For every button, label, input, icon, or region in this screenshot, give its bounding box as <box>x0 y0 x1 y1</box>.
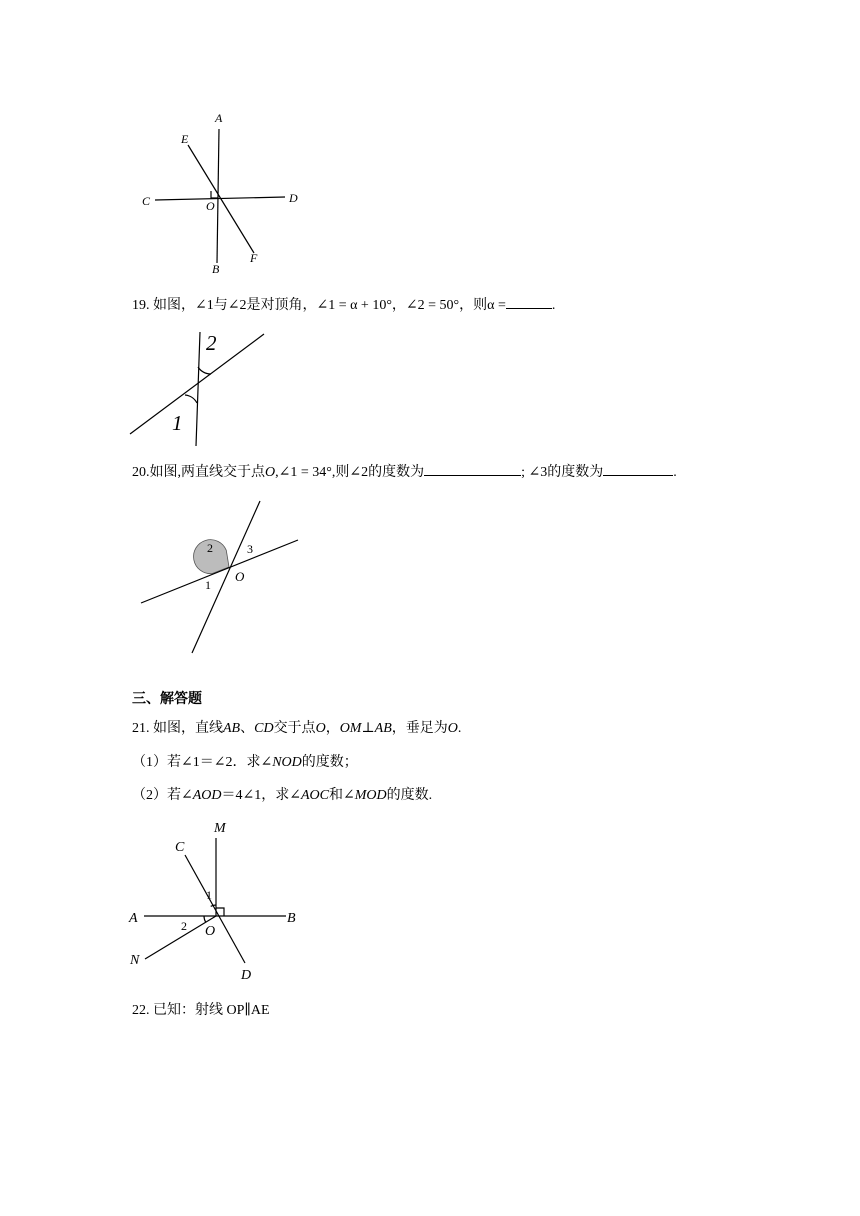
label-E: E <box>181 132 189 146</box>
label-D: D <box>241 968 252 983</box>
label-B: B <box>212 262 220 276</box>
angle-2-label: 2 <box>206 331 217 355</box>
section-heading: 三、解答题 <box>132 692 202 707</box>
angle-2-arc <box>198 367 211 374</box>
angle-1-label: 1 <box>172 411 183 435</box>
line-CD <box>185 855 245 963</box>
label-C: C <box>142 194 151 208</box>
label-F: F <box>250 251 258 265</box>
figure-q20 <box>138 495 308 660</box>
angle-2-arc <box>204 916 206 922</box>
question-number: 19. <box>132 298 150 313</box>
answer-blank[interactable] <box>506 294 552 309</box>
figure-q18 <box>130 105 330 285</box>
label-M: M <box>214 821 226 836</box>
answer-blank-1[interactable] <box>424 461 521 476</box>
point-O-label: O <box>235 569 245 584</box>
label-O: O <box>206 199 215 213</box>
angle-1-label: 1 <box>206 888 212 902</box>
label-D: D <box>289 191 298 205</box>
label-O: O <box>205 924 216 939</box>
question-21-part-2: （2）若∠AOD＝4∠1，求∠AOC和∠MOD的度数. <box>132 788 433 803</box>
question-number: 22. <box>132 1003 150 1018</box>
question-number: 21. <box>132 721 150 736</box>
line-2 <box>192 501 260 653</box>
question-text: 已知：射线 OP∥AE <box>153 1003 270 1018</box>
line-1 <box>196 332 200 446</box>
question-22 <box>132 1001 270 1021</box>
angle-2-label: 2 <box>181 919 187 933</box>
angle-3-label: 3 <box>247 542 253 556</box>
angle-2-label: 2 <box>207 541 213 555</box>
question-text: 如图，∠1与∠2是对顶角，∠1 = α + 10°，∠2 = 50°，则α = <box>153 298 506 313</box>
figure-q19 <box>128 326 278 450</box>
question-21-stem: 21. 如图，直线AB、CD交于点O，OM⊥AB，垂足为O. <box>132 721 462 736</box>
question-number: 20. <box>132 465 150 480</box>
question-21-part-1: （1）若∠1＝∠2．求∠NOD的度数； <box>132 755 358 770</box>
question-20: 20.如图,两直线交于点O,∠1 = 34°,则∠2的度数为 ; ∠3的度数为 . <box>132 461 677 483</box>
label-B: B <box>287 911 296 926</box>
figure-q21 <box>126 818 316 988</box>
label-C: C <box>175 840 185 855</box>
angle-1-label: 1 <box>205 578 211 592</box>
question-19: 19. 如图，∠1与∠2是对顶角，∠1 = α + 10°，∠2 = 50°，则α = . <box>132 294 555 316</box>
angle-1-arc <box>185 395 197 403</box>
answer-blank-2[interactable] <box>603 461 673 476</box>
label-A: A <box>215 111 223 125</box>
label-A: A <box>129 911 138 926</box>
label-N: N <box>130 953 140 968</box>
